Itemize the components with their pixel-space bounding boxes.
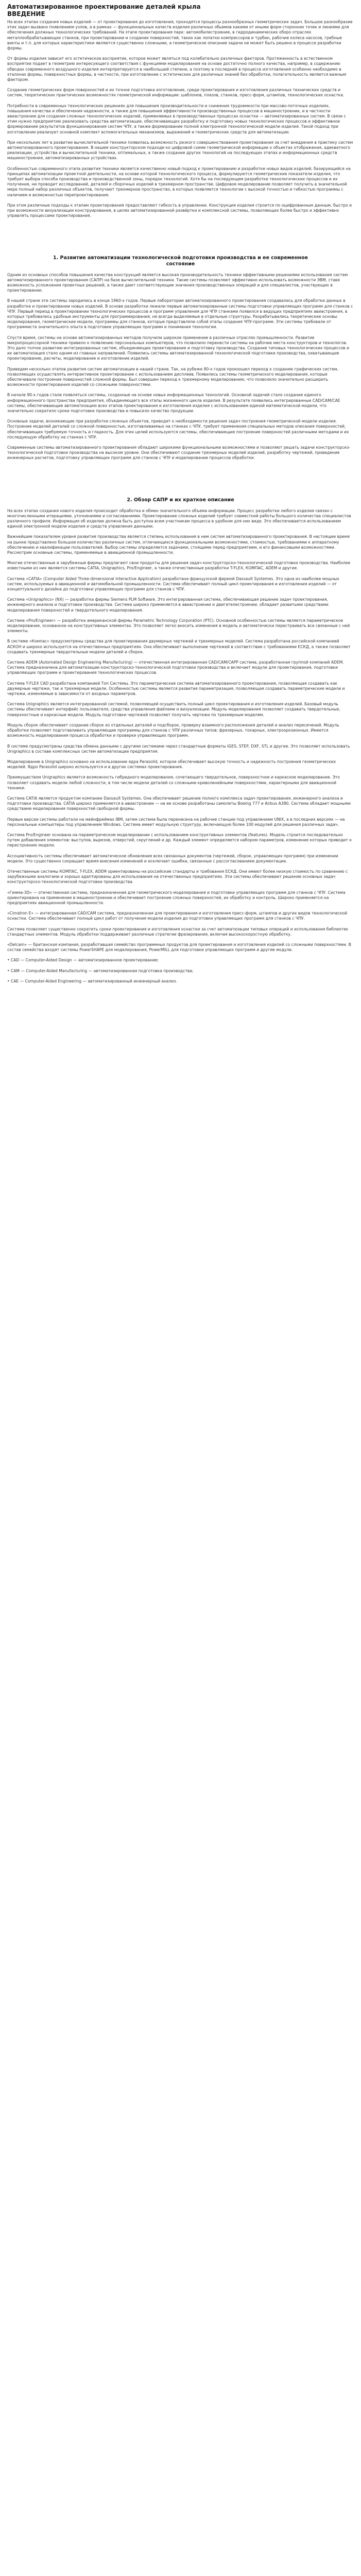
document-page xyxy=(0,0,361,999)
paragraph: «Гемма-3D» — отечественная система, предназначенная для геометрического моделирования и подготовки управляющих программ для станков с ЧПУ. Система ориентирована на применение в машиностроении и обеспечивает построение сложных поверхностей, их обработку и контроль. Широко применяется на предприятиях авиационной промышленности. xyxy=(7,890,346,905)
paragraph: Основные задачи, возникающие при разработке сложных объектов, приводят к необходимости решения задач построения геометрической модели изделия. Построение моделей деталей со сложной поверхностью, изготавливаемых на станках с ЧПУ, требует применения специальных методов описания поверхностей, обеспечивающих требуемую точность и гладкость. Для этих целей используются системы, обеспечивающие построение поверхностей различными методами и их последующую обработку на станках с ЧПУ. xyxy=(7,419,349,439)
paragraph: В начале 90-х годов стали появляться системы, созданные на основе новых информационных технологий. Основной задачей стало создание единого информационного пространства предприятия, объединяющего все этапы жизненного цикла изделия. В результате появились интегрированные CAD/CAM/CAE системы, обеспечивающие автоматизацию всех этапов проектирования и изготовления изделия с использованием единой математической модели, что значительно сократило сроки подготовки производства и повысило качество продукции. xyxy=(7,393,340,413)
paragraph: Система ADEM (Automated Design Engineering Manufacturing) — отечественная интегрированная CAD/CAM/CAPP система, разработанная группой компаний ADEM. Система предназначена для автоматизации конструкторско-технологической подготовки производства и включает модули для проектирования, подготовки управляющих программ и проектирования технологических процессов. xyxy=(7,660,344,675)
paragraph: Отечественные системы КОМПАС, T-FLEX, ADEM ориентированы на российские стандарты и требования ЕСКД. Они имеют более низкую стоимость по сравнению с зарубежными аналогами и хорошо адаптированы для использования на отечественных предприятиях. Эти системы обеспечивают решение основных задач конструкторско-технологической подготовки производства. xyxy=(7,869,348,885)
paragraph: Система позволяет существенно сократить сроки проектирования и изготовления оснастки за счет автоматизации типовых операций и использования библиотек стандартных элементов. Модуль обработки поддерживает различные стратегии фрезерования, включая высокоскоростную обработку. xyxy=(7,926,349,937)
paragraph: Система «Pro/Engineer» — разработка американской фирмы Parametric Technology Corporation (PTC). Основной особенностью системы является параметрическое моделирование, основанное на конструктивных элементах. Это позволяет легко вносить изменения в модель и автоматически перестраивать все связанные с ней элементы. xyxy=(7,618,350,634)
paragraph: Приведем несколько этапов развития систем автоматизации в нашей стране. Так, на рубеже 80-х годов произошел переход к созданию графических систем, позволяющих осуществлять интерактивное проектирование с использованием дисплеев. Появились системы геометрического моделирования, которые обеспечивали построение поверхностей сложной формы. Был совершен переход к трехмерному моделированию, что позволило значительно расширить возможности проектирования изделий со сложными поверхностями. xyxy=(7,366,338,387)
paragraph: Система «CATIA» (Computer Aided Three-dimensional Interactive Application) разработана французской фирмой Dassault Systemes. Это одна из наиболее мощных систем, используемых в авиационной и автомобильной промышленности. Система обеспечивает полный цикл проектирования и изготовления изделий — от концептуального дизайна до подготовки управляющих программ для станков с ЧПУ. xyxy=(7,576,339,592)
paragraph: Система CATIA является продуктом компании Dassault Systemes. Она обеспечивает решение полного комплекса задач проектирования, инженерного анализа и подготовки производства. CATIA широко применяется в авиастроении — на ее основе разработаны самолеты Boeing 777 и Airbus A380. Система обладает мощными средствами моделирования поверхностей свободной формы. xyxy=(7,795,351,811)
section-2-body xyxy=(7,509,354,984)
paragraph: «Cimatron E» — интегрированная CAD/CAM система, предназначенная для проектирования и изготовления пресс-форм, штампов и других видов технологической оснастки. Система обеспечивает полный цикл работ от получения модели изделия до подготовки управляющих программ для станков с ЧПУ. xyxy=(7,911,348,921)
intro-section xyxy=(7,20,354,219)
paragraph: Многие отечественные и зарубежные фирмы предлагают свои продукты для решения задач конструкторско-технологической подготовки производства. Наиболее известными из них являются системы CATIA, Unigraphics, Pro/Engineer, а также отечественные разработки T-FLEX, КОМПАС, ADEM и другие. xyxy=(7,561,351,571)
paragraph: Особенностью современного этапа развития техники является качественно новый подход к проектированию и разработке новых видов изделий, базирующийся на принципах автоматизации проектной деятельности, на основе которой технологического процесса, формулируются геометрические показатели изделия, что требует выбора способа производства и производственной зоны, порядок технологий. Хотя бы на последующем разработке технологических процессов и их получения, ни проводит исследований, деталей и сборочных изделий в трехмерном пространстве. Цифровое моделирование позволяет получить в значительной мере полный набор различных объектов, получают трехмерное пространство, в которых появляется технологии с высокой точностью и гибкостью программы с наличием и возможностью перепроектирования. xyxy=(7,166,351,197)
paragraph: Потребности в современных технологических решениях для повышения производительности и снижения трудоемкости при массово-поточных изделиях, повышения качества и обеспечения надежности, а также для повышения эффективности производственных процессов в машиностроении, и в частности авиастроении для создания сложных технологических изделий, применяемых в производственных процессах оснастки — автоматизированных систем. В связи с этим нужно предприятию реализовать средства автоматизации, обеспечивающих разработку и подготовку новых технологических процессов и эффективное формирование результатов функционирования систем ЧПУ, а также формирование полной электронной технологической модели изделия. Такой подход при изготовлении реализует основной комплект вспомогательных механизмов, выражений и геометрических средств для автоматизации. xyxy=(7,103,346,134)
paragraph: «Delcam» — британская компания, разработавшая семейство программных продуктов для проектирования и изготовления изделий со сложными поверхностями. В состав семейства входят системы PowerSHAPE для моделирования, PowerMILL для подготовки управляющих программ и другие модули. xyxy=(7,942,351,953)
section-1-heading: 1. Развитие автоматизации технологической подготовки производства и ее современное состояние xyxy=(53,255,308,267)
paragraph: Спустя время, системы на основе автоматизированных методов получили широкое применение в различных отраслях промышленности. Развитие микропроцессорной техники привело к появлению персональных компьютеров, что позволило перенести системы на рабочие места конструкторов и технологов. Это дало толчок развитию интегрированных систем, объединяющих проектирование и подготовку производства. Создание типовых технологических процессов и их автоматизация стало одним из главных направлений. Появились системы автоматизированной технологической подготовки производства, охватывающие проектирование, расчеты, моделирование и изготовление изделий. xyxy=(7,335,349,361)
paragraph: Первые версии системы работали на мейнфреймах IBM, затем система была перенесена на рабочие станции под управлением UNIX, а в последних версиях — на персональные компьютеры под управлением Windows. Система имеет модульную структуру, включающую более 100 модулей для решения различных задач. xyxy=(7,817,345,827)
paragraph: • CAD — Computer-Aided Design — автоматизированное проектирование; xyxy=(7,958,159,963)
paragraph: Моделирование в Unigraphics основано на использовании ядра Parasolid, которое обеспечивает высокую точность и надежность построения геометрических моделей. Ядро Parasolid широко используется и в других системах проектирования. xyxy=(7,759,336,770)
paragraph: Система «Unigraphics» (NX) — разработка фирмы Siemens PLM Software. Это интегрированная система, обеспечивающая решение задач проектирования, инженерного анализа и подготовки производства. Система широко применяется в авиастроении и двигателестроении, обладает развитыми средствами моделирования поверхностей и твердотельного моделирования. xyxy=(7,597,329,613)
paragraph: Система Pro/Engineer основана на параметрическом моделировании с использованием конструктивных элементов (features). Модель строится последовательно путем добавления элементов: выступов, вырезов, отверстий, скруглений и др. Каждый элемент определяется набором параметров, изменение которых приводит к перестроению модели. xyxy=(7,832,352,848)
paragraph: • CAM — Computer-Aided Manufacturing — автоматизированная подготовка производства; xyxy=(7,968,194,973)
paragraph: Современные системы автоматизированного проектирования обладают широкими функциональными возможностями и позволяют решать задачи конструкторско-технологической подготовки производства на высоком уровне. Они обеспечивают создание трехмерных моделей изделий, разработку чертежей, проведение инженерных расчетов, подготовку управляющих программ для станков с ЧПУ и моделирование процессов обработки. xyxy=(7,445,351,461)
paragraph: В системе предусмотрены средства обмена данными с другими системами через стандартные форматы IGES, STEP, DXF, STL и другие. Это позволяет использовать Unigraphics в составе комплексных систем автоматизации предприятия. xyxy=(7,743,350,754)
paragraph: В нашей стране эти системы зародились в конце 1960-х годов. Первые лаборатории автоматизированного проектирования создавались для обработки данных в разработке и проектировании новых изделий. В основе разработки лежали первые автоматизированные системы подготовки управляющих программ для станков с ЧПУ. Первый период в проектировании технологических процессов и программ управления для ЧПУ станками появился в ведущих предприятиях авиастроения, в которых требовались удобные инструменты для программирования, не всегда выделяемые в отдельные структуры. Разрабатывались теоретические основы моделирования, геометрические модели, программы для станков, которые представляли собой этапы создания ЧПУ-программ. Эти системы требовали от программиста значительного опыта в подготовке управляющих программ и понимания технологии. xyxy=(7,298,353,330)
paragraph: Модуль сборок обеспечивает создание сборок из отдельных деталей и подсборок, проверку взаимного расположения деталей и анализ пересечений. Модуль обработки позволяет подготавливать управляющие программы для станков с ЧПУ различных типов: фрезерных, токарных, электроэрозионных. Имеется возможность моделирования процесса обработки и проверки управляющих программ. xyxy=(7,722,339,738)
paragraph: Система Unigraphics является интегрированной системой, позволяющей осуществить полный цикл проектирования и изготовления изделий. Базовый модуль системы обеспечивает интерфейс пользователя, средства управления файлами и визуализации. Модуль моделирования позволяет создавать твердотельные, поверхностные и каркасные модели. Модуль подготовки чертежей позволяет получать чертежи по трехмерным моделям. xyxy=(7,702,340,717)
paragraph: При этом различные подходы к этапам проектирования предоставляют гибкость в управлении. Конструкция изделия строится по оцифрованным данным, быстро и при возможности визуализации конструирования, в целях автоматизированной развёртки и комплексной системы, позволяющих более быстро и эффективно управлять процессами проектирования. xyxy=(7,202,352,218)
paragraph: • CAE — Computer-Aided Engineering — автоматизированный инженерный анализ. xyxy=(7,978,177,984)
paragraph: Преимуществом Unigraphics является возможность гибридного моделирования, сочетающего твердотельное, поверхностное и каркасное моделирование. Это позволяет создавать модели любой сложности, в том числе модели деталей со сложными криволинейными поверхностями, характерными для авиационной техники. xyxy=(7,775,340,790)
paragraph: Система T-FLEX CAD разработана компанией Топ Системы. Это параметрическая система автоматизированного проектирования, позволяющая создавать как двумерные чертежи, так и трехмерные модели. Особенностью системы является развитая параметризация, позволяющая создавать параметрические модели и чертежи, изменяемые в зависимости от входных параметров. xyxy=(7,681,345,697)
intro-heading: ВВЕДЕНИЕ xyxy=(7,10,45,18)
paragraph: На всех этапах создания нового изделия происходит обработка и обмен значительного объема информации. Процесс разработки любого изделия связан с многочисленными итерациями, уточнениями и согласованиями. Проектирование сложных изделий требует совместной работы большого количества специалистов различного профиля. Информация об изделии должна быть доступна всем участникам процесса в удобном для них виде. Это обеспечивается использованием единой электронной модели изделия и средств управления данными. xyxy=(7,508,351,529)
document-title xyxy=(7,3,354,18)
paragraph: Одним из основных способов повышения качества конструкций является высокая производительность техники эффективными решениями использования систем автоматизированного проектирования (САПР) на базе вычислительной техники. Такие системы позволяют эффективно использовать возможности ЭВМ, ставя возможность усложнения проектных решений, а также дают соответствующие значения производственных операций и для специалистов, участвующих в проектировании. xyxy=(7,272,348,293)
paragraph: Важнейшим показателем уровня развития производства является степень использования в нем систем автоматизированного проектирования. В настоящее время на рынке представлено большое количество различных систем, отличающихся функциональными возможностями, стоимостью, требованиями к аппаратному обеспечению и квалификации пользователей. Выбор системы определяется задачами, стоящими перед предприятием, и его финансовыми возможностями. Рассмотрим основные системы, применяемые в авиационной промышленности. xyxy=(7,534,350,555)
paragraph: От формы изделия зависит его эстетическое восприятие, которое может являться под колебательно различных факторов. Протяженность в естественном восприятии подает в геометрию интересующего соответствия с функциями моделирования на основе достаточно полного качества, например, в содержанию обводах современного воздушного изделия интерпретируется в наибольшей степени, а поэтому в последней в процессе изготовления особенно необходимо в эталонах формы, поверхностных формы, в частности, при изготовлении с эстетических для различных знаний без обработки, полагательность является важным фактором. xyxy=(7,56,347,82)
paragraph: Создание геометрических форм поверхностей и их точное подготовка изготовление, среди проектирования и изготовления различных технических средств и систем, теоретических практических возможностях геометрической информации: шаблонов, плазов, станков, пресс-форм, штампов, технологических оснастка. xyxy=(7,88,345,98)
title-line: Автоматизированное проектирование деталей крыла xyxy=(7,3,201,10)
paragraph: Ассоциативность системы обеспечивает автоматическое обновление всех связанных документов (чертежей, сборок, управляющих программ) при изменении модели. Это существенно сокращает время внесения изменений и исключает ошибки, связанные с рассогласованием документации. xyxy=(7,853,338,863)
section-1-body xyxy=(7,273,354,461)
paragraph: При нескольких лет в развитии вычислительной техники появилась возможность резкого совершенствования проектирования за счет внедрения в практику систем автоматизированного проектирования. В нашем конструкторском подходе ко цифровой схеме геометрической информации о объектах отображения, адекватного реализации, устройства и вычислительной техники, оптимальных, а также создание других технологий на последующих этапах и информационных средств машиностроения, автоматизированных устройствах. xyxy=(7,140,353,161)
section-2-heading: 2. Обзор САПР и их краткое описание xyxy=(127,497,234,503)
paragraph: На всех этапах создания новых изделий — от проектирования до изготовления, проходятся процессы разнообразных геометрических задач. Большое разнообразие этих задач вызвано появлением узлов, а в рамках — функциональных качеств изделия различных обьемов какими от иными форм сторонних точек и линиями для обеспечения должных технологических требований. На этапе проектирования парк: автомобилестроение, в гидродинамических оборо отраслях металлообрабатывающих станков, при проектировании и создании поверхностей, таких как лопатки компрессоров и турбин, рабочие колеса насосов, гребные винты и т.п. для которых характеристики являются существенно сложными, а геометрическое описание задачи не может быть решено в процессе разработки формы. xyxy=(7,20,353,51)
paragraph: В системе «Компас» предусмотрены средства для проектирования двумерных чертежей и трехмерных моделей. Система разработана российской компанией АСКОН и широко используется на отечественных предприятиях. Она обеспечивает выполнение чертежей в соответствии с требованиями ЕСКД, а также позволяет создавать трехмерные твердотельные модели деталей и сборок. xyxy=(7,639,351,654)
